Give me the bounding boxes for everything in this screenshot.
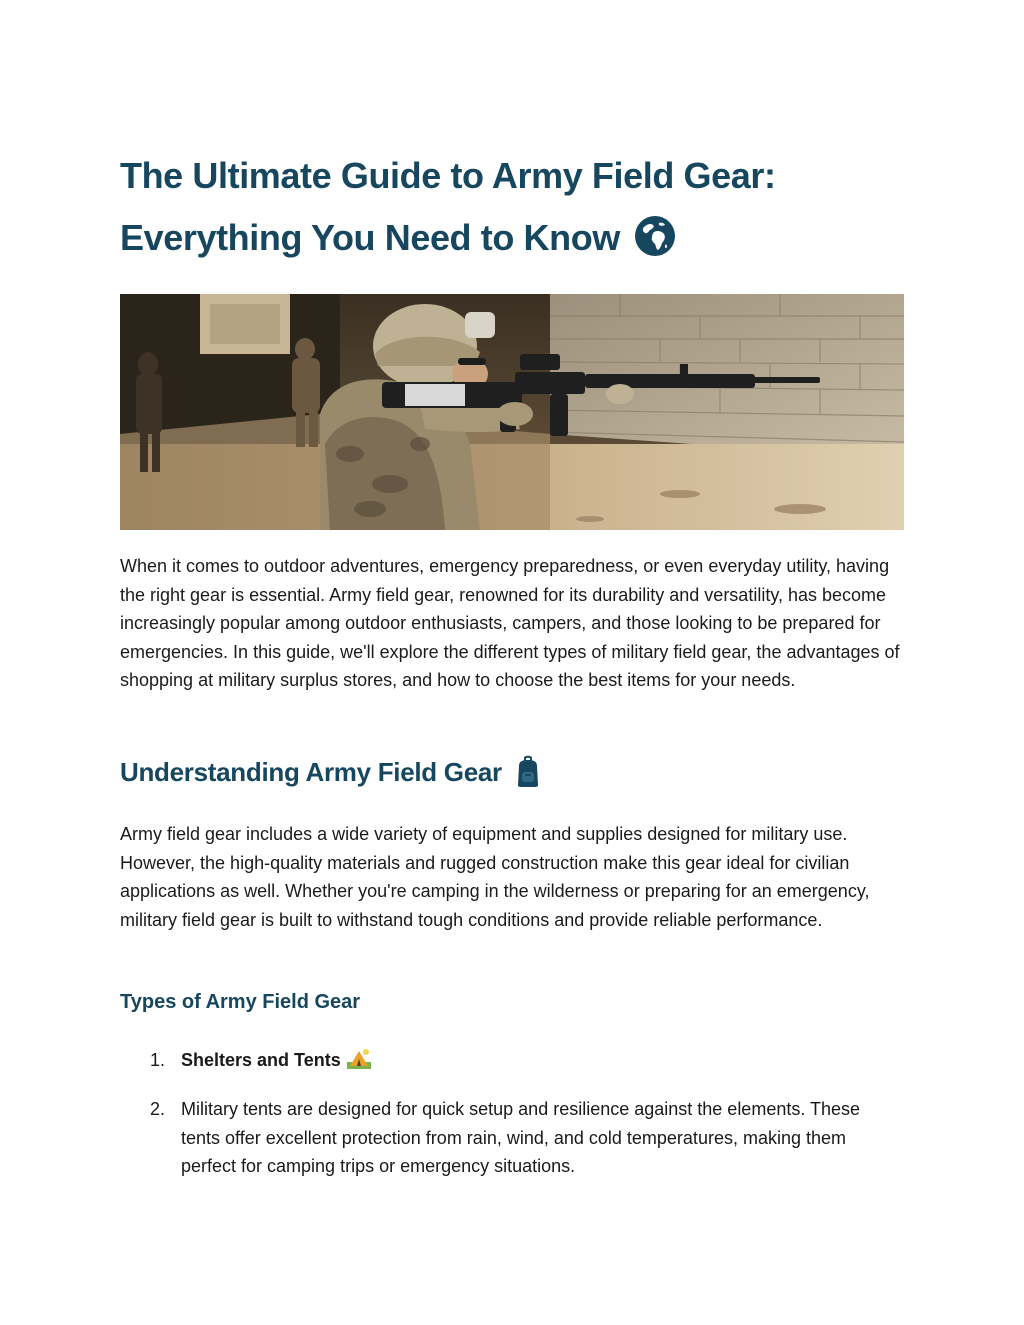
hero-image (120, 294, 904, 530)
list-number: 1. (150, 1050, 166, 1070)
section-heading-text: Understanding Army Field Gear (120, 757, 502, 787)
subheading-types: Types of Army Field Gear (120, 991, 361, 1013)
title-line-2: Everything You Need to Know (120, 217, 620, 258)
understanding-paragraph: Army field gear includes a wide variety of equipment and supplies designed for military use. However, the high-quality materials and rugged construction make this gear ideal for civilian applications as well. Whether you're camping in the wilderness or preparing for an emergency, military field gear is built to withstand tough conditions and provide reliable performance. (120, 824, 870, 930)
section-heading-understanding (120, 752, 542, 792)
list-item-text-wrap (181, 1046, 881, 1075)
title-line-2-wrap (120, 207, 905, 269)
backpack-icon (514, 754, 542, 788)
list-item-text: Military tents are designed for quick setup and resilience against the elements. These tents offer excellent protection from rain, wind, and cold temperatures, making them perfect for camping trips or emergency situations. (181, 1099, 861, 1176)
intro-paragraph: When it comes to outdoor adventures, emergency preparedness, or even everyday utility, having the right gear is essential. Army field gear, renowned for its durability and versatility, has become increasingly popular among outdoor enthusiasts, campers, and those looking to be prepared for emergencies. In this guide, we'll explore the different types of military field gear, the advantages of shopping at military surplus stores, and how to choose the best items for your needs. (120, 556, 900, 690)
title-line-1: The Ultimate Guide to Army Field Gear: (120, 155, 776, 196)
globe-africa-icon (634, 215, 676, 257)
page-title (120, 145, 905, 269)
soldier-aiming-rifle-photo (120, 294, 904, 530)
list-item-text: Shelters and Tents (181, 1050, 341, 1070)
list-number: 2. (150, 1099, 166, 1119)
camping-tent-icon (347, 1047, 371, 1069)
